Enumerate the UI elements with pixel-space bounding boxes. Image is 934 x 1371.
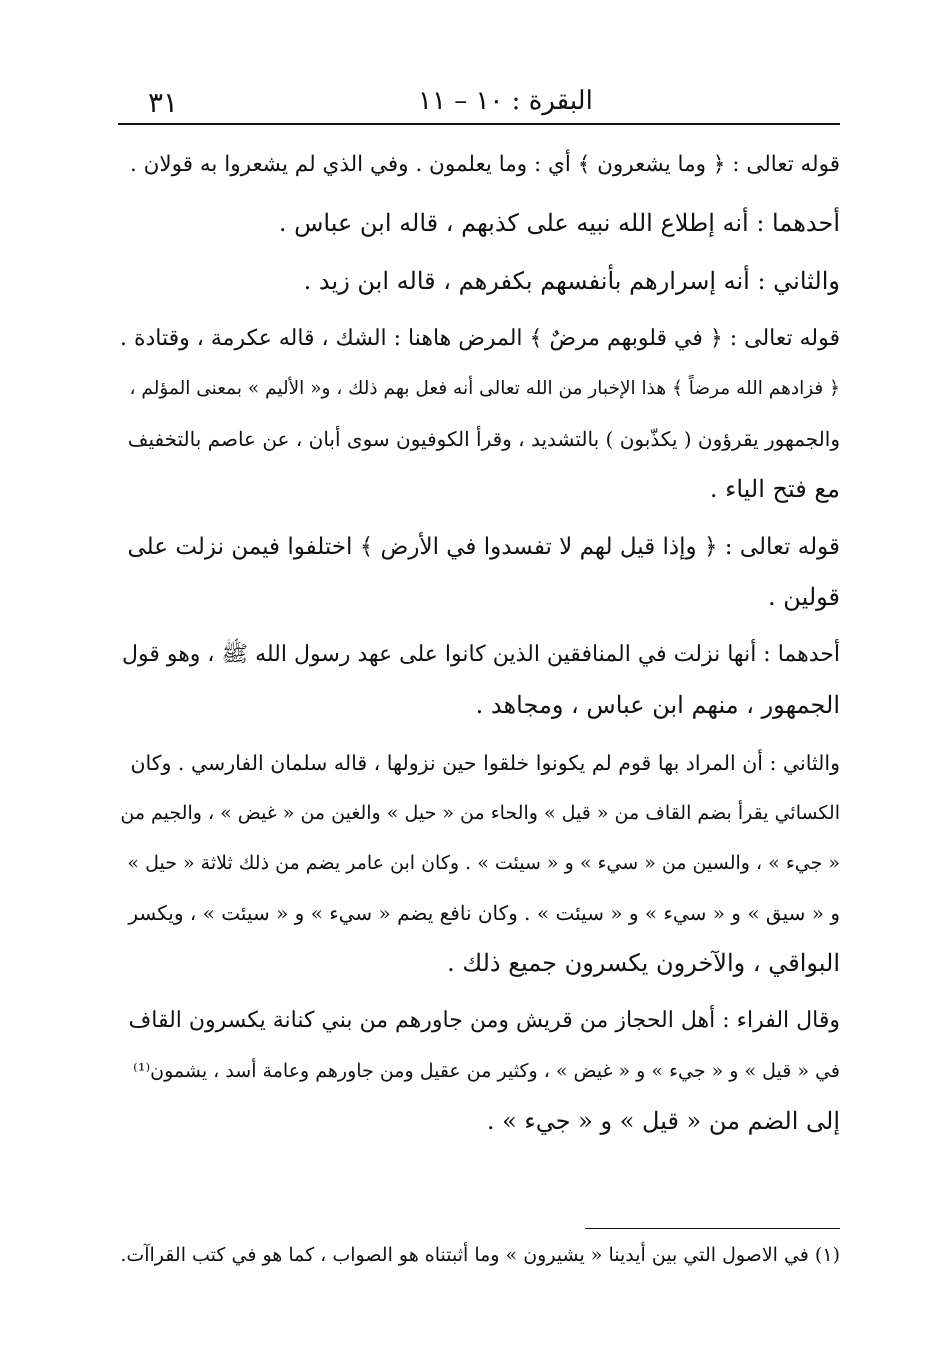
footnote-rule bbox=[585, 1228, 840, 1229]
text-line: والثاني : أنه إسرارهم بأنفسهم بكفرهم ، قاله ابن زيد . bbox=[303, 267, 840, 295]
text-line: البواقي ، والآخرون يكسرون جميع ذلك . bbox=[447, 949, 840, 977]
running-title: البقرة : ١٠ – ١١ bbox=[418, 86, 593, 116]
paragraph bbox=[118, 256, 840, 306]
footnote: (١) في الاصول التي بين أيدينا « يشيرون » وما أثبتناه هو الصواب ، كما هو في كتب القراآت. bbox=[120, 1244, 840, 1266]
text-line: أحدهما : أنها نزلت في المنافقين الذين كانوا على عهد رسول الله ﷺ ، وهو قول bbox=[121, 642, 840, 667]
paragraph bbox=[118, 198, 840, 248]
paragraph bbox=[118, 738, 840, 988]
text-line: مع فتح الياء . bbox=[709, 475, 840, 503]
paragraph bbox=[118, 140, 840, 190]
text-line: في « قيل » و « جيء » و « غيض » ، وكثير من عقيل ومن جاورهم وعامة أسد ، يشمون⁽¹⁾ bbox=[133, 1060, 840, 1082]
text-line: ﴿ فزادهم الله مرضاً ﴾ هذا الإخبار من الله تعالى أنه فعل بهم ذلك ، و« الأليم » بمعنى المؤلم ، bbox=[129, 378, 840, 399]
text-line: والثاني : أن المراد بها قوم لم يكونوا خلقوا حين نزولها ، قاله سلمان الفارسي . وكان bbox=[130, 751, 840, 775]
paragraph bbox=[118, 996, 840, 1146]
text-line: الكسائي يقرأ بضم القاف من « قيل » والحاء من « حيل » والغين من « غيض » ، والجيم من bbox=[120, 802, 840, 824]
paragraph bbox=[118, 314, 840, 514]
text-line: قولين . bbox=[768, 583, 840, 611]
page-number: ٣١ bbox=[148, 86, 179, 119]
page-header bbox=[118, 82, 840, 122]
text-line: « جيء » ، والسين من « سيء » و « سيئت » . وكان ابن عامر يضم من ذلك ثلاثة « حيل » bbox=[127, 852, 840, 874]
text-line: وقال الفراء : أهل الحجاز من قريش ومن جاورهم من بني كنانة يكسرون القاف bbox=[128, 1008, 840, 1033]
text-line: قوله تعالى : ﴿ وإذا قيل لهم لا تفسدوا في الأرض ﴾ اختلفوا فيمن نزلت على bbox=[127, 534, 840, 560]
paragraph bbox=[118, 630, 840, 730]
header-rule bbox=[118, 123, 840, 125]
body-text bbox=[118, 140, 840, 1154]
text-line: الجمهور ، منهم ابن عباس ، ومجاهد . bbox=[475, 691, 840, 719]
paragraph bbox=[118, 522, 840, 622]
text-line: إلى الضم من « قيل » و « جيء » . bbox=[486, 1107, 840, 1135]
text-line: و « سيق » و « سيء » و « سيئت » . وكان نافع يضم « سيء » و « سيئت » ، ويكسر bbox=[128, 901, 840, 925]
text-line: قوله تعالى : ﴿ في قلوبهم مرضٌ ﴾ المرض هاهنا : الشك ، قاله عكرمة ، وقتادة . bbox=[119, 326, 840, 351]
text-line: أحدهما : أنه إطلاع الله نبيه على كذبهم ، قاله ابن عباس . bbox=[278, 209, 840, 237]
text-line: والجمهور يقرؤون ( يكذّبون ) بالتشديد ، وقرأ الكوفيون سوى أبان ، عن عاصم بالتخفيف bbox=[127, 427, 840, 451]
text-line: قوله تعالى : ﴿ وما يشعرون ﴾ أي : وما يعلمون . وفي الذي لم يشعروا به قولان . bbox=[129, 152, 840, 177]
